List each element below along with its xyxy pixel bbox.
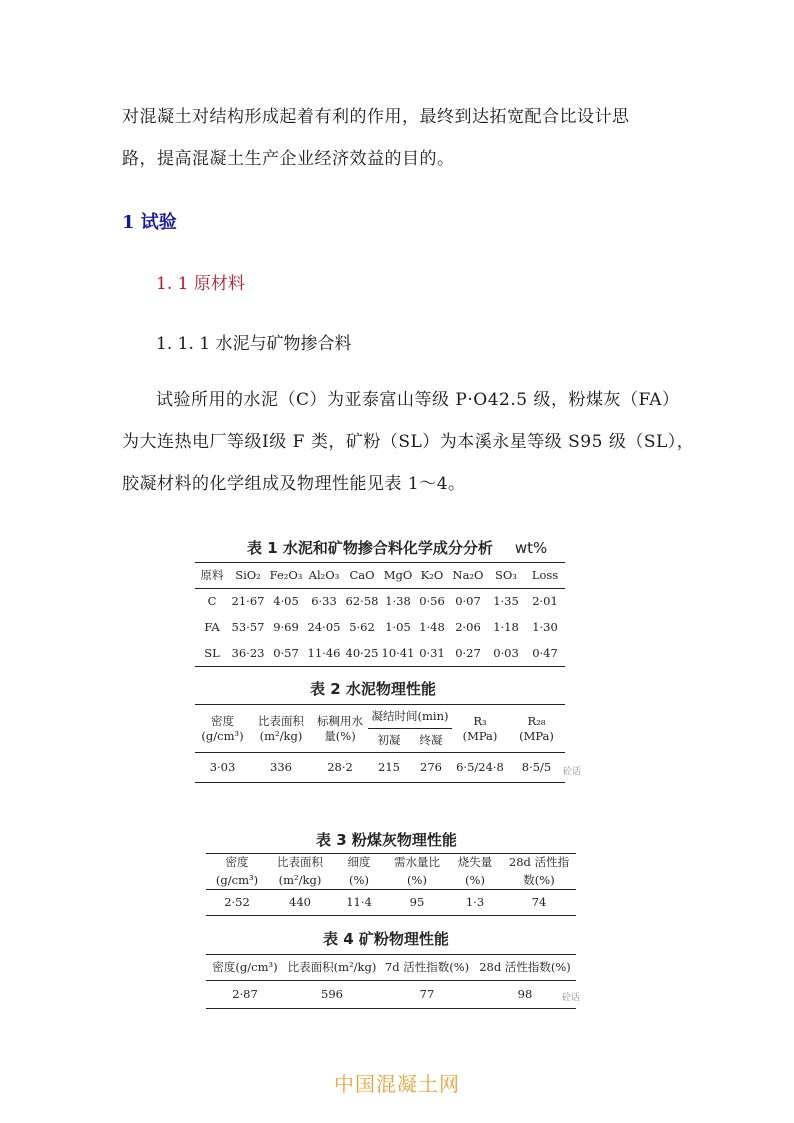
table-row	[195, 615, 565, 641]
table-cell: FA	[204, 620, 220, 634]
header-cell: 28d 活性指数(%)	[479, 960, 571, 974]
table-cell: C	[207, 594, 217, 609]
table-cell: 1·38	[385, 594, 411, 609]
table-title-text: 表 1 水泥和矿物掺合料化学成分分析	[247, 539, 493, 557]
header-cell: SiO₂	[235, 568, 261, 582]
table-cell: 4·05	[273, 594, 299, 609]
table-cell: 2·06	[455, 620, 481, 634]
header-cell: 7d 活性指数(%)	[384, 960, 470, 974]
table-cell: 98	[517, 987, 533, 1001]
header-text: 密度	[211, 713, 234, 728]
header-cell: K₂O	[420, 568, 444, 582]
footer-brand: 中国混凝土网	[334, 1072, 460, 1096]
table-title: 表 2 水泥物理性能	[310, 680, 436, 698]
table-cell: 1·3	[465, 895, 485, 909]
header-cell: 初凝	[377, 733, 401, 747]
table-cell: 8·5/5	[521, 760, 552, 774]
chemical-composition-table	[195, 562, 565, 667]
table-header-row	[206, 872, 576, 890]
header-cell: 烧失量	[457, 855, 493, 870]
table-cell: 1·35	[493, 594, 519, 609]
subsubsection-heading: 1. 1. 1 水泥与矿物掺合料	[156, 334, 352, 354]
table-cell: 1·18	[493, 620, 519, 634]
table-cell: 0·56	[419, 594, 445, 609]
header-unit: (m²/kg)	[259, 728, 303, 743]
header-cell: Fe₂O₃	[269, 568, 303, 582]
header-cell: Loss	[531, 568, 559, 582]
header-unit: 量(%)	[324, 728, 356, 743]
table-header-row	[206, 955, 576, 981]
table-cell: 3·03	[209, 760, 236, 774]
table-cell: 1·05	[385, 620, 411, 634]
header-cell: 细度	[347, 855, 371, 870]
header-cell: MgO	[383, 568, 413, 582]
table-row	[206, 890, 576, 916]
flyash-physical-table	[206, 853, 576, 916]
header-unit: (MPa)	[519, 728, 554, 743]
header-cell	[250, 705, 312, 753]
section-heading: 1 试验	[122, 212, 177, 233]
table-cell: 77	[419, 987, 435, 1001]
paragraph-line: 试验所用的水泥（C）为亚泰富山等级 P·O42.5 级，粉煤灰（FA）	[156, 390, 680, 410]
table-cell: 0·31	[419, 645, 445, 660]
header-cell: 比表面积(m²/kg)	[287, 960, 377, 974]
table-row	[195, 753, 565, 783]
header-cell	[312, 705, 368, 753]
header-cell: 28d 活性指	[508, 855, 570, 870]
table-cell: 62·58	[345, 594, 379, 609]
table-cell: 215	[378, 760, 400, 774]
table-cell: 1·48	[419, 620, 445, 634]
table-cell: 2·87	[232, 987, 258, 1001]
table-cell: 0·47	[532, 645, 558, 660]
table-cell: 53·57	[231, 620, 265, 634]
table-header-row	[195, 563, 565, 589]
table-cell: 6·5/24·8	[456, 760, 504, 774]
header-cell: 数(%)	[523, 872, 555, 887]
table-cell: 5·62	[349, 620, 375, 634]
header-cell: Na₂O	[452, 568, 484, 582]
table-cell: 95	[409, 895, 425, 909]
header-cell: (%)	[465, 872, 485, 887]
header-cell	[195, 705, 250, 753]
header-cell: 比表面积	[277, 855, 323, 870]
table-cell: 40·25	[345, 645, 379, 660]
header-unit: (g/cm³)	[201, 728, 244, 743]
slag-physical-table	[206, 954, 576, 1009]
table-row	[195, 589, 565, 615]
header-cell: (g/cm³)	[215, 872, 259, 887]
table-cell: 21·67	[231, 594, 265, 609]
table-cell: 0·07	[455, 594, 481, 609]
table-cell: 6·33	[311, 594, 337, 609]
header-cell: 需水量比	[394, 855, 440, 870]
table-cell: 9·69	[273, 620, 299, 634]
table-cell: 24·05	[307, 620, 341, 634]
paragraph-line: 路，提高混凝土生产企业经济效益的目的。	[122, 149, 455, 169]
table-cell: 0·03	[493, 645, 519, 660]
watermark: 砼话	[561, 764, 583, 777]
header-cell	[508, 705, 565, 753]
table-title	[247, 537, 547, 558]
watermark: 砼话	[560, 990, 582, 1003]
paragraph-line: 为大连热电厂等级Ⅰ级 F 类，矿粉（SL）为本溪永星等级 S95 级（SL），	[122, 432, 695, 452]
table-title: 表 3 粉煤灰物理性能	[316, 831, 457, 849]
header-cell: Al₂O₃	[308, 568, 340, 582]
header-cell: 密度(g/cm³)	[212, 960, 278, 974]
header-cell: (%)	[407, 872, 427, 887]
table-cell: 336	[270, 760, 292, 774]
header-cell: CaO	[349, 568, 375, 582]
table-cell: 0·57	[273, 645, 299, 660]
header-cell: SO₃	[495, 568, 517, 582]
table-cell: 11·46	[307, 645, 341, 660]
header-text: 标稠用水	[317, 713, 363, 728]
table-cell: 2·52	[224, 895, 250, 909]
table-cell: 10·41	[381, 645, 415, 660]
table-row	[195, 641, 565, 667]
table-cell: 596	[321, 987, 343, 1001]
paragraph-line: 对混凝土对结构形成起着有利的作用，最终到达拓宽配合比设计思	[122, 107, 630, 127]
header-cell: 终凝	[419, 733, 443, 747]
table-unit: wt%	[514, 539, 548, 557]
header-text: R₃	[473, 713, 487, 728]
table-cell: 74	[531, 895, 547, 909]
table-cell: SL	[204, 645, 220, 660]
paragraph-line: 胶凝材料的化学组成及物理性能见表 1～4。	[122, 474, 466, 494]
header-cell: (%)	[349, 872, 369, 887]
table-cell: 0·27	[455, 645, 481, 660]
table-header-row	[195, 705, 565, 729]
header-cell	[452, 705, 508, 753]
subsection-heading: 1. 1 原材料	[156, 274, 245, 294]
header-text: 比表面积	[258, 713, 304, 728]
header-unit: (MPa)	[462, 728, 498, 743]
table-cell: 36·23	[231, 645, 265, 660]
table-row	[206, 981, 576, 1009]
table-cell: 276	[420, 760, 442, 774]
header-text: R₂₈	[527, 713, 546, 728]
header-cell: (m²/kg)	[278, 872, 322, 887]
header-cell: 密度	[225, 855, 249, 870]
table-cell: 11·4	[346, 895, 372, 909]
table-title: 表 4 矿粉物理性能	[323, 930, 449, 948]
header-cell: 原料	[200, 568, 224, 582]
table-cell: 28·2	[327, 760, 353, 774]
header-cell: 凝结时间(min)	[368, 705, 452, 729]
table-header-row	[206, 854, 576, 872]
table-cell: 2·01	[532, 594, 558, 609]
table-cell: 1·30	[532, 620, 558, 634]
table-cell: 440	[289, 895, 311, 909]
cement-physical-table	[195, 704, 565, 783]
